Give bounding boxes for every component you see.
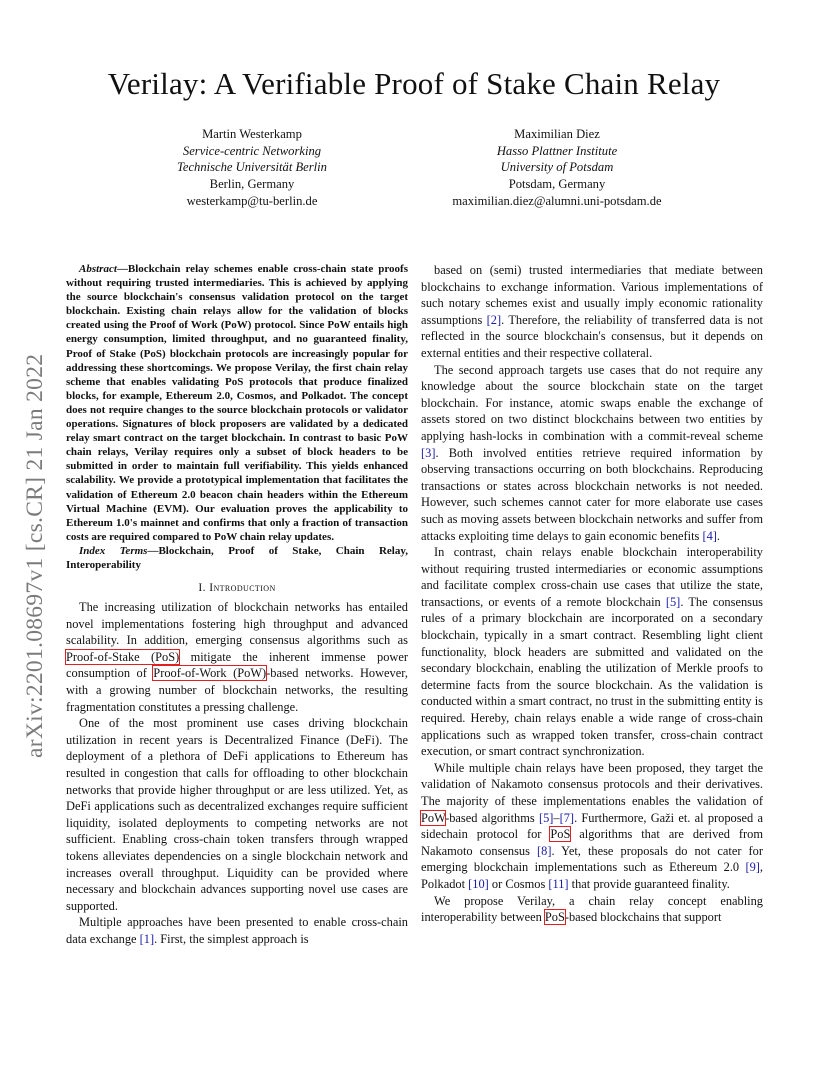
body-paragraph [421,893,763,926]
body-paragraph [421,544,763,760]
author-location: Potsdam, Germany [508,177,606,192]
index-terms-label: Index Terms [79,544,148,557]
body-paragraph [421,262,763,362]
paragraph-text: . The consensus rules of a primary blockchain are incorporated on a secondary blockchain, typically in a smart contract. Resembling light client functionality, block headers are submitted and validated on the secondary blockchain, enabling the utilization of Merkle proofs to determine facts from the source blockchain. As the validation is conducted within a smart contract, no trust in the submitting entity is required. Hereby, chain relays enable a wide range of cross-chain applications such as wrapped token transfer, cross-chain contract execution, or smart contract synchronization. [421,594,763,759]
paragraph-text: . [716,528,721,543]
author-block-2 [397,126,717,210]
right-paragraphs [421,262,763,926]
citation-link[interactable]: [9] [745,860,760,875]
paragraph-text: -based networks. However, with a growing number of blockchain networks, the resulting fragmentation constitutes a pressing challenge. [66,666,408,714]
abstract [66,262,408,544]
paragraph-text: Multiple approaches have been presented to enable cross-chain data exchange [66,915,408,946]
acronym-link[interactable]: PoS [544,910,565,925]
paragraph-text: based on (semi) trusted intermediaries that mediate between blockchains to exchange information. Various implementations of such notary schemes exist and usually imply economic rationality assumptions [421,263,763,327]
paragraph-text: . Yet, these proposals do not cater for emerging blockchain implementations such as Ethereum 2.0 [421,843,763,875]
paper-title: Verilay: A Verifiable Proof of Stake Chain Relay [107,66,721,101]
paragraph-text: One of the most prominent use cases driving blockchain utilization in recent years is Decentralized Finance (DeFi). The deployment of a plethora of DeFi applications to Ethereum has resulted in congestion that calls for offloading to other blockchain networks that provide higher throughput or are less utilized. Yet, as DeFi applications such as decentralized exchanges require sufficient liquidity, isolated deployments to competing networks are not sufficient. Enabling cross-chain token transfers through wrapped tokens alleviates dependencies on a single blockchain network and increases overall throughput. Liquidity can be provided where necessary and blockchain advances supporting novel use cases are supported. [66,716,408,913]
acronym-link[interactable]: Proof-of-Stake (PoS) [66,649,180,664]
index-terms [66,544,408,572]
paragraph-text: The second approach targets use cases that do not require any knowledge about the source blockchain state on the target blockchain. For instance, atomic swaps enable the exchange of assets stored on two distinct blockchains between two entities by applying hash-locks in combination with a commit-reveal scheme [421,362,763,443]
paragraph-text: -based blockchains that support [564,910,722,925]
paragraph-text: We propose Verilay, a chain relay concept enabling interoperability between [421,893,763,925]
author-name: Maximilian Diez [514,127,600,141]
acronym-link[interactable]: PoS [550,827,571,842]
paragraph-text: In contrast, chain relays enable blockchain interoperability without requiring trusted intermediaries or economic assumptions and facilitate complex cross-chain use cases that utilize the state, transactions, or events of a remote blockchain [421,545,763,609]
citation-link[interactable]: [3] [421,445,436,460]
body-paragraph [421,760,763,893]
paragraph-text: . Therefore, the reliability of transferred data is not reflected in the source blockchain's consensus, but it depends on external entities and their respective collateral. [421,312,763,360]
left-paragraphs [66,599,408,947]
citation-link[interactable]: [8] [537,843,552,858]
acronym-link[interactable]: PoW [421,810,446,825]
paragraph-text: While multiple chain relays have been proposed, they target the validation of Nakamoto consensus protocols and their derivatives. The majority of these implementations enables the validation of [421,760,763,808]
citation-link[interactable]: [7] [559,810,575,825]
acronym-link[interactable]: Proof-of-Work (PoW) [153,666,267,681]
paragraph-text: The increasing utilization of blockchain networks has entailed novel implementations fostering high throughput and advanced scalability. In addition, emerging consensus algorithms such as [66,600,408,648]
paragraph-text: . First, the simplest approach is [154,931,309,946]
left-column [66,262,408,948]
index-terms-text: —Blockchain, Proof of Stake, Chain Relay, Interoperability [66,544,408,571]
paragraph-text: -based algorithms [445,810,539,825]
body-paragraph [66,715,408,914]
author-location: Berlin, Germany [209,177,295,192]
citation-link[interactable]: [4] [702,528,717,543]
author-org: Technische Universität Berlin [177,160,327,175]
body-paragraph [66,599,408,715]
paragraph-text: or Cosmos [488,876,549,891]
body-paragraph [66,914,408,947]
section-heading: I. Introduction [198,581,276,595]
paragraph-text: . Furthermore, Gaži et. al proposed a sidechain protocol for [421,810,763,842]
citation-link[interactable]: [11] [548,876,569,891]
abstract-label: Abstract [79,263,117,275]
citation-link[interactable]: [1] [139,931,155,946]
author-org: University of Potsdam [500,160,614,175]
citation-link[interactable]: [5] [538,810,554,825]
abstract-text: —Blockchain relay schemes enable cross-chain state proofs without requiring trusted intermediaries. This is achieved by applying the source blockchain's consensus validation protocol on the target blockchain. Existing chain relays allow for the validation of blocks created using the Proof of Work (PoW) protocol. Since PoW entails high energy consumption, limited throughput, and no guaranteed finality, Proof of Stake (PoS) blockchain protocols are increasingly popular for addressing these shortcomings. We propose Verilay, the first chain relay scheme that enables validating PoS protocols that produce finalized blocks, for example, Ethereum 2.0, Cosmos, and Polkadot. The concept does not require changes to the source blockchain protocols or validator operations. Signatures of block proposers are validated by a dedicated relay smart contract on the target blockchain. In contrast to basic PoW chain relays, Verilay requires only a subset of block headers to be submitted in order to maintain full verifiability. This yields enhanced scalability. We provide a prototypical implementation that facilitates the validation of Ethereum 2.0 beacon chain headers within the Ethereum Virtual Machine (EVM). Our evaluation proves the applicability to Ethereum 1.0's mainnet and confirms that only a fraction of transaction costs are required compared to PoW chain relay updates. [66,263,408,543]
author-dept: Hasso Plattner Institute [496,143,618,158]
arxiv-stamp: arXiv:2201.08697v1 [cs.CR] 21 Jan 2022 [22,353,48,758]
paragraph-text: – [553,810,560,825]
author-dept: Service-centric Networking [182,143,322,158]
author-name: Martin Westerkamp [202,127,302,141]
author-email: westerkamp@tu-berlin.de [186,193,318,208]
paragraph-text: , Polkadot [421,860,763,891]
citation-link[interactable]: [5] [665,594,681,609]
paragraph-text: algorithms that are derived from Nakamoto consensus [421,827,763,858]
right-column [421,262,763,926]
body-paragraph [421,362,763,545]
paragraph-text: . Both involved entities retrieve required information by observing transactions occurring on both blockchains. Reproducing transactions or states across blockchain networks is not needed. However, such schemes cannot cater for more elaborate use cases such as moving assets between blockchain networks and suffer from attacks exploiting time delays to gain economic benefits [421,445,763,543]
paragraph-text: mitigate the inherent immense power consumption of [66,649,408,681]
author-block-1 [102,126,402,210]
author-email: maximilian.diez@alumni.uni-potsdam.de [452,193,662,208]
citation-link[interactable]: [10] [468,876,489,891]
citation-link[interactable]: [2] [486,312,502,327]
paragraph-text: that provide guaranteed finality. [568,876,730,891]
